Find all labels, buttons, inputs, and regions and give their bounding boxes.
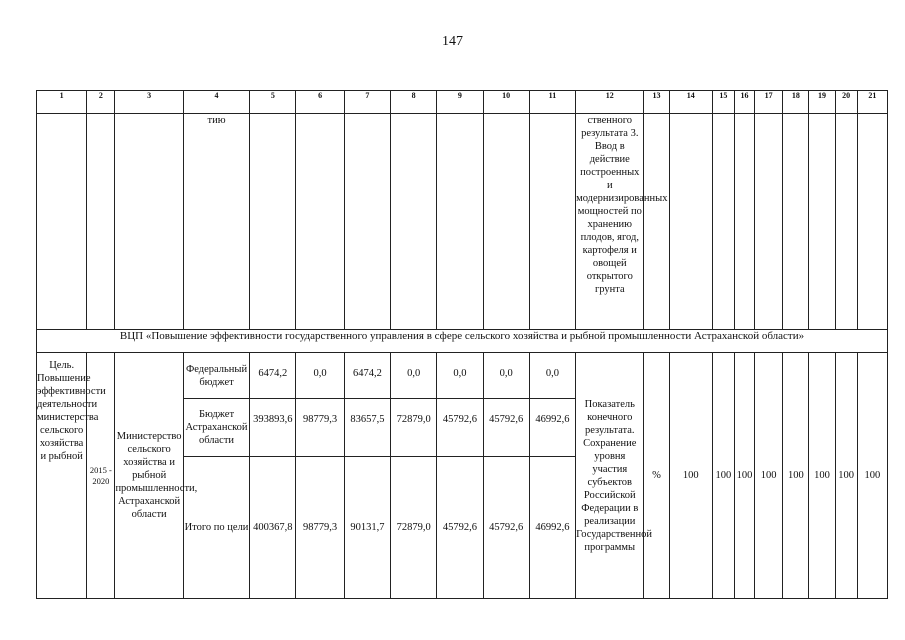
- funding-value: 45792,6: [437, 457, 483, 599]
- col-header-3: 3: [115, 91, 183, 114]
- col-header-10: 10: [483, 91, 529, 114]
- header-row: [37, 91, 888, 114]
- target-value: 100: [734, 353, 754, 599]
- col-header-21: 21: [857, 91, 887, 114]
- funding-value: 83657,5: [344, 399, 390, 457]
- target-value: 100: [857, 353, 887, 599]
- target-value: 100: [809, 353, 835, 599]
- funding-value: 0,0: [391, 353, 437, 399]
- funding-value: 72879,0: [391, 457, 437, 599]
- col-header-19: 19: [809, 91, 835, 114]
- col-header-1: 1: [37, 91, 87, 114]
- col-header-14: 14: [669, 91, 712, 114]
- target-value: 100: [783, 353, 809, 599]
- col-header-20: 20: [835, 91, 857, 114]
- col-header-11: 11: [529, 91, 575, 114]
- funding-value: 6474,2: [250, 353, 296, 399]
- target-value: 100: [835, 353, 857, 599]
- funding-value: 0,0: [529, 353, 575, 399]
- funding-value: 393893,6: [250, 399, 296, 457]
- unit-cell: %: [644, 353, 669, 599]
- continuation-col12: ственного результата 3. Ввод в действие построенных и модернизированных мощностей по хранению плодов, ягод, картофеля и овощей открытого грунта: [576, 114, 644, 330]
- col-header-4: 4: [183, 91, 249, 114]
- col-header-16: 16: [734, 91, 754, 114]
- period-cell: 2015 - 2020: [87, 353, 115, 599]
- col-header-12: 12: [576, 91, 644, 114]
- target-value: 100: [712, 353, 734, 599]
- funding-value: 45792,6: [483, 399, 529, 457]
- col-header-9: 9: [437, 91, 483, 114]
- col-header-7: 7: [344, 91, 390, 114]
- goal-cell: Цель. Повышение эффективности деятельности министерства сельского хозяйства и рыбной: [37, 353, 87, 599]
- funding-value: 72879,0: [391, 399, 437, 457]
- funding-value: 6474,2: [344, 353, 390, 399]
- funding-value: 0,0: [437, 353, 483, 399]
- executor-cell: Министерство сельского хозяйства и рыбной промышленности, Астраханской области: [115, 353, 183, 599]
- funding-value: 400367,8: [250, 457, 296, 599]
- col-header-5: 5: [250, 91, 296, 114]
- funding-value: 46992,6: [529, 457, 575, 599]
- funding-source-total: Итого по цели: [183, 457, 249, 599]
- funding-row-federal: [37, 353, 888, 399]
- target-value: 100: [755, 353, 783, 599]
- continuation-row: [37, 114, 888, 330]
- col-header-6: 6: [296, 91, 344, 114]
- program-title: ВЦП «Повышение эффективности государственного управления в сфере сельского хозяйства и рыбной промышленности Астраханской области»: [37, 330, 888, 353]
- page-number: 147: [442, 34, 463, 49]
- program-title-row: [37, 330, 888, 353]
- funding-value: 45792,6: [437, 399, 483, 457]
- col-header-8: 8: [391, 91, 437, 114]
- funding-value: 46992,6: [529, 399, 575, 457]
- col-header-18: 18: [783, 91, 809, 114]
- targets-table: [36, 90, 888, 599]
- funding-value: 98779,3: [296, 457, 344, 599]
- funding-source-regional: Бюджет Астраханской области: [183, 399, 249, 457]
- continuation-col4: тию: [183, 114, 249, 330]
- funding-value: 98779,3: [296, 399, 344, 457]
- col-header-2: 2: [87, 91, 115, 114]
- funding-value: 0,0: [483, 353, 529, 399]
- funding-source-federal: Федеральный бюджет: [183, 353, 249, 399]
- funding-value: 90131,7: [344, 457, 390, 599]
- col-header-15: 15: [712, 91, 734, 114]
- funding-value: 45792,6: [483, 457, 529, 599]
- col-header-13: 13: [644, 91, 669, 114]
- funding-value: 0,0: [296, 353, 344, 399]
- col-header-17: 17: [755, 91, 783, 114]
- indicator-cell: Показатель конечного результата. Сохранение уровня участия субъектов Российской Федерации в реализации Государственной программы: [576, 353, 644, 599]
- target-value: 100: [669, 353, 712, 599]
